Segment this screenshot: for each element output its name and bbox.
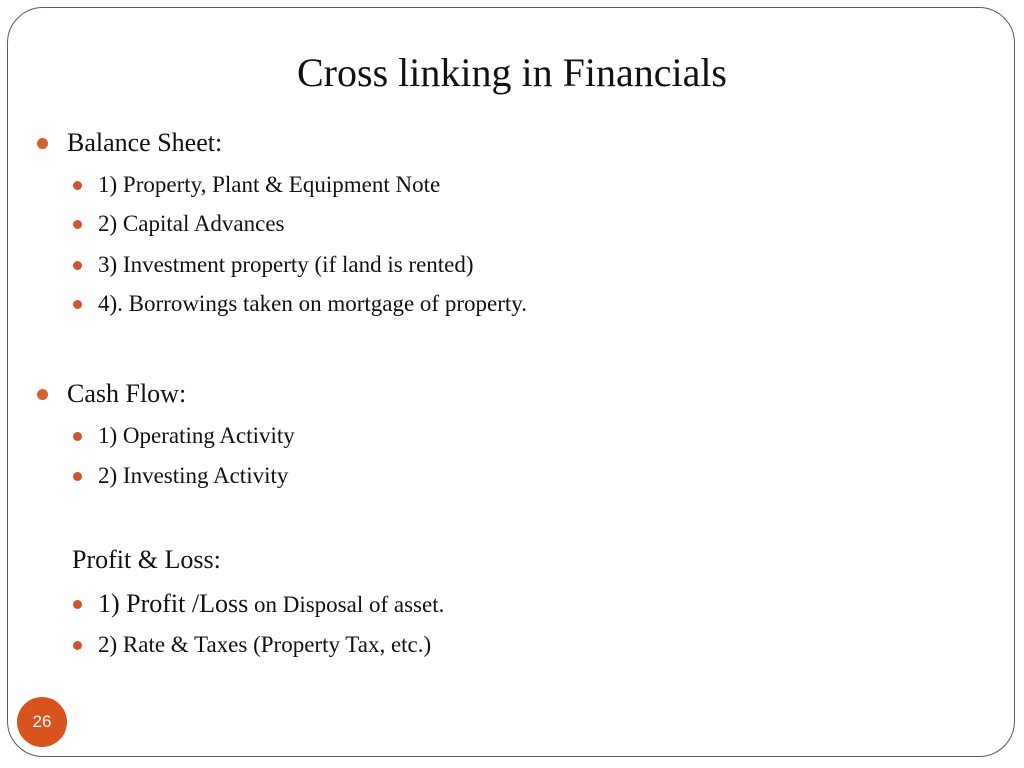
bullet-icon [73, 181, 82, 190]
list-item-text: 4). Borrowings taken on mortgage of property. [98, 291, 528, 316]
bullet-icon [73, 600, 82, 609]
bullet-icon [37, 138, 48, 149]
list-item [0, 421, 295, 451]
list-item [0, 250, 474, 280]
bullet-icon [73, 300, 82, 309]
heading-text: Cash Flow: [67, 379, 187, 408]
bullet-icon [73, 472, 82, 481]
list-item-text: 2) Rate & Taxes (Property Tax, etc.) [98, 632, 432, 657]
list-item [0, 589, 444, 620]
list-item-text-rest: on Disposal of asset. [248, 592, 445, 617]
list-item-text: 1) Property, Plant & Equipment Note [98, 172, 441, 197]
section-heading-cash-flow [0, 378, 186, 410]
heading-text: Balance Sheet: [67, 128, 223, 157]
bullet-icon [37, 389, 48, 400]
list-item-text: 2) Investing Activity [98, 463, 289, 488]
list-item-text-emphasis: 1) Profit /Loss [98, 589, 249, 618]
section-heading-profit-loss: Profit & Loss: [72, 545, 221, 574]
list-item [0, 289, 527, 319]
list-item [0, 630, 431, 660]
list-item-text [98, 589, 444, 620]
list-item [0, 170, 440, 200]
bullet-icon [73, 641, 82, 650]
section-heading-balance-sheet [0, 127, 222, 159]
slide-title: Cross linking in Financials [297, 50, 727, 95]
list-item-text: 1) Operating Activity [98, 423, 295, 448]
list-item [0, 209, 285, 239]
bullet-icon [73, 261, 82, 270]
page-number-badge: 26 [17, 697, 67, 747]
bullet-icon [73, 432, 82, 441]
bullet-icon [73, 220, 82, 229]
list-item-text: 2) Capital Advances [98, 211, 285, 236]
list-item [0, 461, 288, 491]
list-item-text: 3) Investment property (if land is rented) [98, 252, 474, 277]
